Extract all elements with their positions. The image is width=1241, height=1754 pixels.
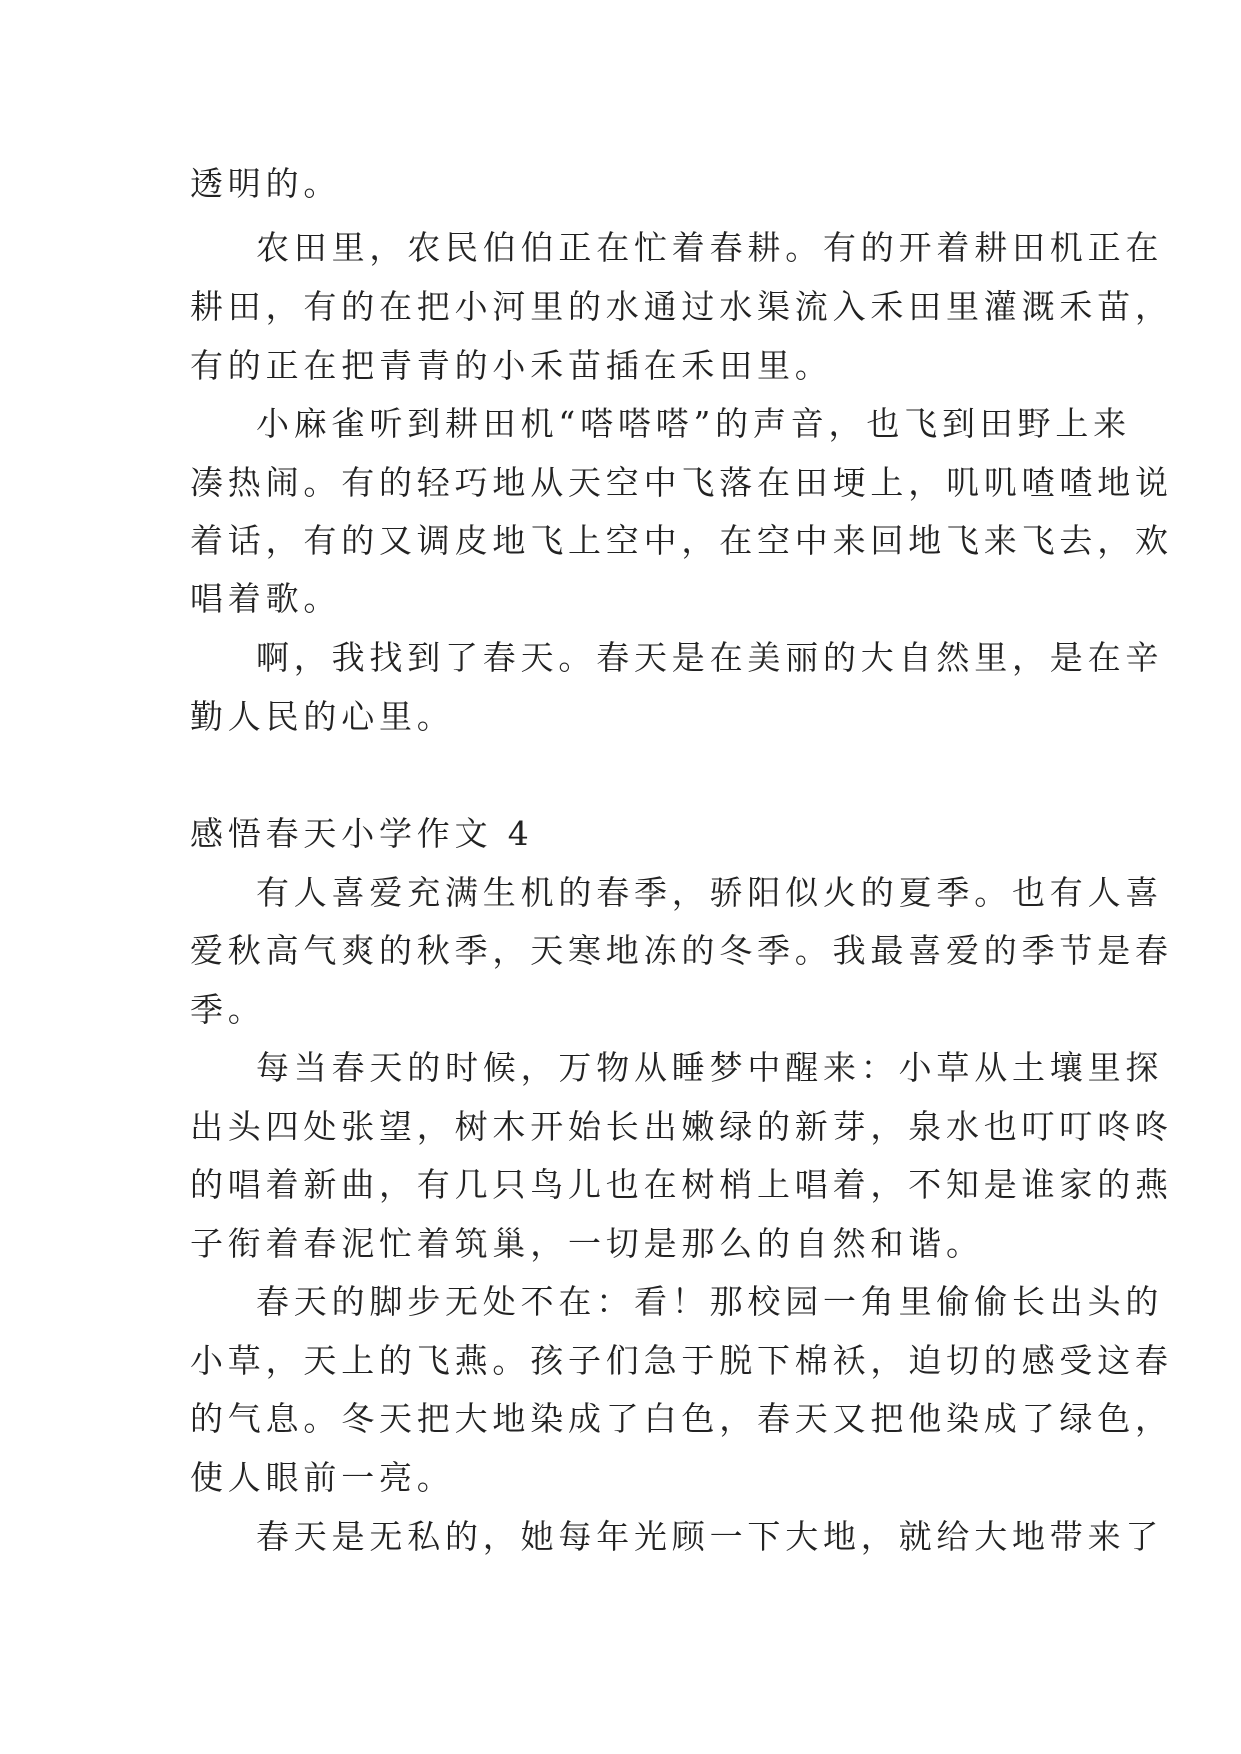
paragraph-first-line: 啊，我找到了春天。春天是在美丽的大自然里，是在辛 xyxy=(256,638,1164,677)
text-line: 有的正在把青青的小禾苗插在禾田里。 xyxy=(190,346,833,385)
text-line: 小草，天上的飞燕。孩子们急于脱下棉袄，迫切的感受这春 xyxy=(190,1341,1173,1380)
text-line: 的唱着新曲，有几只鸟儿也在树梢上唱着，不知是谁家的燕 xyxy=(190,1165,1173,1204)
paragraph-first-line: 农田里，农民伯伯正在忙着春耕。有的开着耕田机正在 xyxy=(256,228,1164,267)
text-line: 透明的。 xyxy=(190,164,342,203)
text-line: 使人眼前一亮。 xyxy=(190,1458,455,1497)
text-line: 着话，有的又调皮地飞上空中，在空中来回地飞来飞去，欢 xyxy=(190,521,1173,560)
text-line: 爱秋高气爽的秋季，天寒地冻的冬季。我最喜爱的季节是春 xyxy=(190,931,1173,970)
text-line: 季。 xyxy=(190,990,266,1029)
text-line: 出头四处张望，树木开始长出嫩绿的新芽，泉水也叮叮咚咚 xyxy=(190,1107,1173,1146)
paragraph-first-line: 有人喜爱充满生机的春季，骄阳似火的夏季。也有人喜 xyxy=(256,873,1164,912)
paragraph-first-line: 小麻雀听到耕田机“嗒嗒嗒”的声音，也飞到田野上来 xyxy=(256,404,1131,443)
text-line: 子衔着春泥忙着筑巢，一切是那么的自然和谐。 xyxy=(190,1224,984,1263)
text-line: 勤人民的心里。 xyxy=(190,697,455,736)
paragraph-first-line: 每当春天的时候，万物从睡梦中醒来：小草从土壤里探 xyxy=(256,1048,1164,1087)
text-line: 凑热闹。有的轻巧地从天空中飞落在田埂上，叽叽喳喳地说 xyxy=(190,463,1173,502)
section-heading: 感悟春天小学作文 4 xyxy=(190,814,534,853)
paragraph-first-line: 春天的脚步无处不在：看！那校园一角里偷偷长出头的 xyxy=(256,1282,1164,1321)
paragraph-first-line: 春天是无私的，她每年光顾一下大地，就给大地带来了 xyxy=(256,1517,1164,1556)
text-line: 唱着歌。 xyxy=(190,579,342,618)
text-line: 耕田，有的在把小河里的水通过水渠流入禾田里灌溉禾苗， xyxy=(190,287,1173,326)
text-line: 的气息。冬天把大地染成了白色，春天又把他染成了绿色， xyxy=(190,1399,1173,1438)
